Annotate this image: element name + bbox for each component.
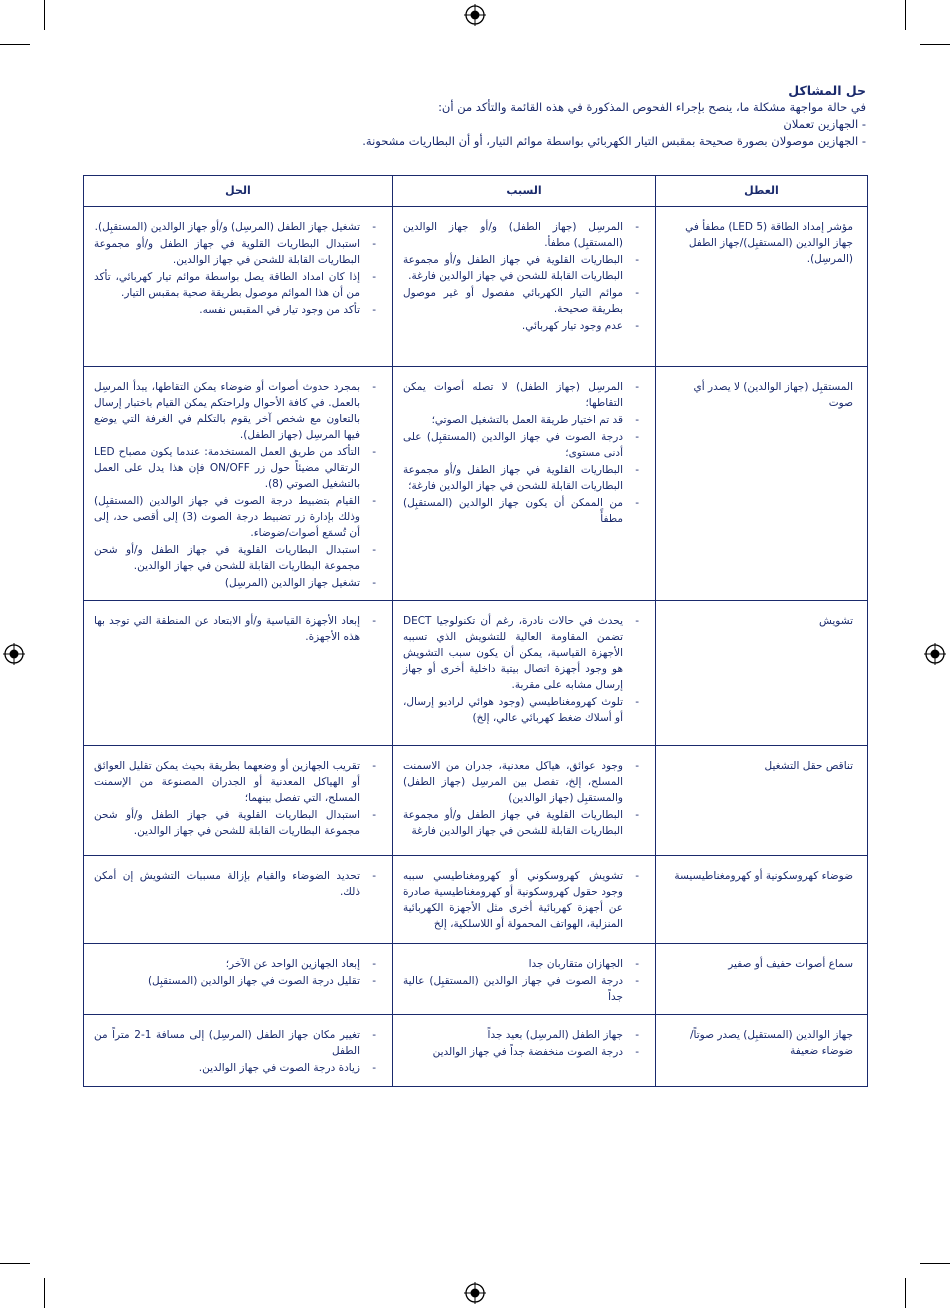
list-item: - درجة الصوت منخفضة جداً في جهاز الوالدين bbox=[403, 1044, 641, 1060]
list-item: - تشغيل جهاز الطفل (المرسِل) و/أو جهاز الوالدين (المستقبِل). bbox=[94, 219, 378, 235]
cause-cell bbox=[393, 207, 656, 367]
list-item: - تشغيل جهاز الوالدين (المرسِل) bbox=[94, 575, 378, 591]
list-item: - بمجرد حدوث أصوات أو ضوضاء يمكن التقاطها، يبدأ المرسِل بالعمل. في كافة الأحوال ولراحتكم يمكن القيام باختبار إرسال بالتعاون مع شخص آخر يقوم بالتكلم في الغرفة التي يوضع فيها المرسِل (جهاز الطفل). bbox=[94, 379, 378, 443]
list-item: - استبدال البطاريات القلوية في جهاز الطفل و/أو شحن مجموعة البطاريات القابلة للشحن في جهاز الوالدين. bbox=[94, 542, 378, 574]
list-item: - درجة الصوت في جهاز الوالدين (المستقبِل) على أدنى مستوى؛ bbox=[403, 429, 641, 461]
solution-cell bbox=[84, 1015, 393, 1087]
fault-cell: جهاز الوالدين (المستقبِل) يصدر صوتاً/ضوضاء ضعيفة bbox=[656, 1015, 868, 1087]
list-item: - التأكد من طريق العمل المستخدمة: عندما يكون مصباح LED الرتقالي مضيئاً حول زر ON/OFF فإن هذا يدل على العمل بالتشغيل الصوتي (8). bbox=[94, 444, 378, 492]
table-header-row bbox=[84, 176, 868, 207]
fault-cell: ضوضاء كهروسكونية أو كهرومغناطيسيسة bbox=[656, 856, 868, 944]
table-row bbox=[84, 746, 868, 856]
cause-cell bbox=[393, 367, 656, 601]
list-item: - عدم وجود تيار كهربائي. bbox=[403, 318, 641, 334]
intro-line: - الجهازين تعملان bbox=[783, 117, 866, 131]
table-row bbox=[84, 207, 868, 367]
registration-mark-icon bbox=[924, 643, 946, 665]
list-item: - الجهازان متقاربان جدا bbox=[403, 956, 641, 972]
registration-mark-icon bbox=[3, 643, 25, 665]
list-item: - إبعاد الأجهزة القياسية و/أو الابتعاد عن المنطقة التي توجد بها هذه الأجهزة. bbox=[94, 613, 378, 645]
cause-cell bbox=[393, 944, 656, 1015]
crop-mark bbox=[920, 1263, 950, 1264]
solution-cell bbox=[84, 746, 393, 856]
list-item: - البطاريات القلوية في جهاز الطفل و/أو مجموعة البطاريات القابلة للشحن في جهاز الوالدين فارغة؛ bbox=[403, 462, 641, 494]
cause-cell bbox=[393, 1015, 656, 1087]
header-solution: الحل bbox=[84, 176, 393, 207]
fault-cell: المستقبِل (جهاز الوالدين) لا يصدر أي صوت bbox=[656, 367, 868, 601]
list-item: - إذا كان امداد الطاقة يصل بواسطة موائم تيار كهربائي، تأكد من أن هذا الموائم موصول بطريقة صحية بمقبس التيار. bbox=[94, 269, 378, 301]
list-item: - تغيير مكان جهاز الطفل (المرسِل) إلى مسافة 1-2 متراً من الطفل bbox=[94, 1027, 378, 1059]
cause-cell bbox=[393, 746, 656, 856]
table-row bbox=[84, 367, 868, 601]
list-item: - المرسِل (جهاز الطفل) لا تصله أصوات يمكن التقاطها؛ bbox=[403, 379, 641, 411]
fault-cell: مؤشر إمداد الطاقة (LED 5) مطفأ في جهاز الوالدين (المستقبِل)/جهاز الطفل (المرسِل). bbox=[656, 207, 868, 367]
table-row bbox=[84, 944, 868, 1015]
registration-mark-icon bbox=[464, 1282, 486, 1304]
list-item: - قد تم اختيار طريقة العمل بالتشغيل الصوتي؛ bbox=[403, 412, 641, 428]
list-item: - يحدث في حالات نادرة، رغم أن تكنولوجيا DECT تضمن المقاومة العالية للتشويش الذي تسببه الأجهزة القياسية، يمكن أن يكون سبب التشويش هو وجود أجهزة اتصال بيتية داخلية أخرى أو جهاز إرسال مشابه على مقربة. bbox=[403, 613, 641, 693]
registration-mark-icon bbox=[464, 4, 486, 26]
fault-cell: تناقص حقل التشغيل bbox=[656, 746, 868, 856]
header-cause: السبب bbox=[393, 176, 656, 207]
crop-mark bbox=[44, 0, 45, 30]
list-item: - جهاز الطفل (المرسِل) بعيد جداً bbox=[403, 1027, 641, 1043]
crop-mark bbox=[0, 1263, 30, 1264]
list-item: - موائم التيار الكهربائي مفصول أو غير موصول بطريقة صحيحة. bbox=[403, 285, 641, 317]
crop-mark bbox=[905, 1278, 906, 1308]
crop-mark bbox=[44, 1278, 45, 1308]
section-title: حل المشاكل bbox=[788, 83, 866, 98]
list-item: - البطاريات القلوية في جهاز الطفل و/أو مجموعة البطاريات القابلة للشحن في جهاز الوالدين فارغة. bbox=[403, 252, 641, 284]
header-fault: العطل bbox=[656, 176, 868, 207]
solution-cell bbox=[84, 856, 393, 944]
list-item: - استبدال البطاريات القلوية في جهاز الطفل و/أو مجموعة البطاريات القابلة للشحن في جهاز الوالدين. bbox=[94, 236, 378, 268]
crop-mark bbox=[920, 44, 950, 45]
solution-cell bbox=[84, 367, 393, 601]
solution-cell bbox=[84, 601, 393, 746]
list-item: - القيام بتضبيط درجة الصوت في جهاز الوالدين (المستقبِل) وذلك بإدارة زر تضبيط درجة الصوت (3) إلى أقصى حد، إلى أن تُسمَع أصوات/ضوضاء. bbox=[94, 493, 378, 541]
cause-cell bbox=[393, 601, 656, 746]
list-item: - من الممكن أن يكون جهاز الوالدين (المستقبِل) مطفأً bbox=[403, 495, 641, 527]
intro-line: - الجهازين موصولان بصورة صحيحة بمقبس التيار الكهربائي بواسطة موائم التيار، أو أن البطاريات مشحونة. bbox=[362, 134, 866, 148]
list-item: - استبدال البطاريات القلوية في جهاز الطفل و/أو شحن مجموعة البطاريات القابلة للشحن في جهاز الوالدين. bbox=[94, 807, 378, 839]
list-item: - البطاريات القلوية في جهاز الطفل و/أو مجموعة البطاريات القابلة للشحن في جهاز الوالدين فارغة bbox=[403, 807, 641, 839]
cause-cell bbox=[393, 856, 656, 944]
list-item: - تشويش كهروسكوني أو كهرومغناطيسي سببه وجود حقول كهروسكونية أو كهرومغناطيسية صادرة عن أجهزة كهربائية أخرى مثل الأجهزة الكهربائية المنزلية، الهواتف المحمولة أو اللاسلكية، إلخ bbox=[403, 868, 641, 932]
fault-cell: تشويش bbox=[656, 601, 868, 746]
list-item: - إبعاد الجهازين الواحد عن الآخر؛ bbox=[94, 956, 378, 972]
solution-cell bbox=[84, 944, 393, 1015]
list-item: - تقليل درجة الصوت في جهاز الوالدين (المستقبِل) bbox=[94, 973, 378, 989]
crop-mark bbox=[0, 44, 30, 45]
table-row bbox=[84, 856, 868, 944]
list-item: - وجود عوائق، هياكل معدنية، جدران من الاسمنت المسلح، إلخ، تفصل بين المرسِل (جهاز الطفل) والمستقبِل (جهاز الوالدين) bbox=[403, 758, 641, 806]
list-item: - تقريب الجهازين أو وضعهما بطريقة بحيث يمكن تقليل العوائق أو الهياكل المعدنية أو الجدران المصنوعة من الإسمنت المسلح، التي تفصل بينهما؛ bbox=[94, 758, 378, 806]
intro-line: في حالة مواجهة مشكلة ما، ينصح بإجراء الفحوص المذكورة في هذه القائمة والتأكد من أن: bbox=[438, 100, 866, 114]
crop-mark bbox=[905, 0, 906, 30]
fault-cell: سماع أصوات حفيف أو صفير bbox=[656, 944, 868, 1015]
troubleshooting-table bbox=[83, 175, 868, 1087]
list-item: - تأكد من وجود تيار في المقبس نفسه. bbox=[94, 302, 378, 318]
list-item: - المرسِل (جهاز الطفل) و/أو جهاز الوالدين (المستقبِل) مطفأ. bbox=[403, 219, 641, 251]
table-row bbox=[84, 601, 868, 746]
table-row bbox=[84, 1015, 868, 1087]
list-item: - درجة الصوت في جهاز الوالدين (المستقبِل) عالية جداً bbox=[403, 973, 641, 1005]
solution-cell bbox=[84, 207, 393, 367]
intro-section bbox=[84, 82, 866, 150]
list-item: - تلوث كهرومغناطيسي (وجود هوائي لراديو إرسال، أو أسلاك ضغط كهربائي عالي، إلخ) bbox=[403, 694, 641, 726]
list-item: - زيادة درجة الصوت في جهاز الوالدين. bbox=[94, 1060, 378, 1076]
list-item: - تحديد الضوضاء والقيام بإزالة مسببات التشويش إن أمكن ذلك. bbox=[94, 868, 378, 900]
